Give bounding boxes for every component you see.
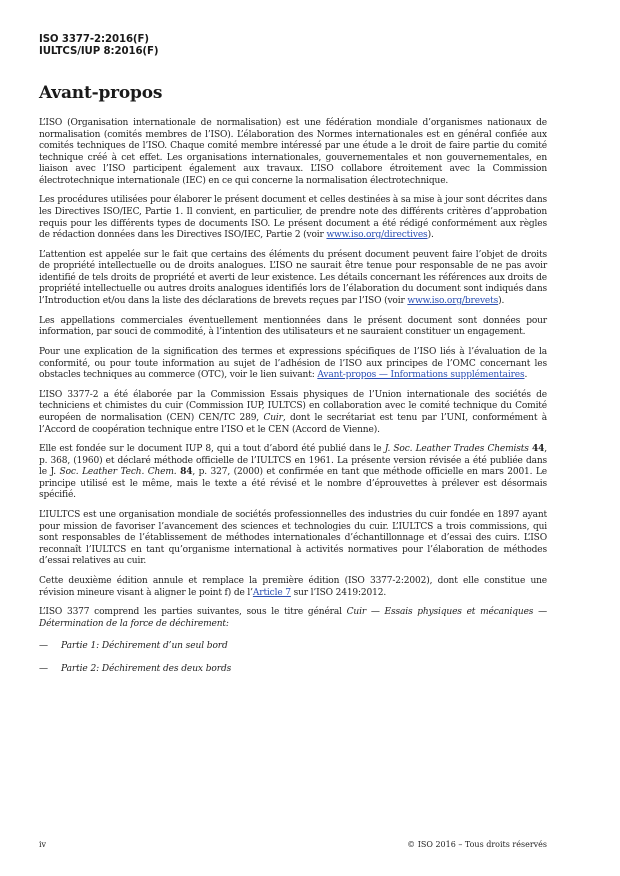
paragraph-prepared-by: L’ISO 3377-2 a été élaborée par la Commission Essais physiques de l’Union internationale des sociétés de techniciens et chimistes du cuir (Commission IUP, IULTCS) en collaboration avec le comité technique du Comité européen de normalisation (CEN) CEN/TC 289, Cuir, dont le secrétariat est tenu par l’UNI, conformément à l’Accord de coopération technique entre l’ISO et le CEN (Accord de Vienne).	[39, 389, 547, 435]
doc-id-iultcs: IULTCS/IUP 8:2016(F)	[39, 46, 159, 57]
document-id	[39, 34, 547, 58]
paragraph-iultcs: L’IULTCS est une organisation mondiale de sociétés professionnelles des industries du cuir fondée en 1897 ayant pour mission de favoriser l’avancement des sciences et technologies du cuir. L’IULTCS a trois commissions, qui sont responsables de l’établissement de méthodes internationales d’échantillonnage et d’essai des cuirs. L’ISO reconnaît l’IULTCS en tant qu’organisme international à activités normatives pour l’élaboration de méthodes d’essai relatives au cuir.	[39, 510, 547, 567]
paragraph-edition: Cette deuxième édition annule et remplace la première édition (ISO 3377-2:2002), dont elle constitue une révision mineure visant à aligner le point f) de l’Article 7 sur l’ISO 2419:2012.	[39, 576, 547, 598]
paragraph-procedures: Les procédures utilisées pour élaborer le présent document et celles destinées à sa mise à jour sont décrites dans les Directives ISO/IEC, Partie 1. Il convient, en particulier, de prendre note des différents critères d’approbation requis pour les différents types de documents ISO. Le présent document a été rédigé conformément aux règles de rédaction données dans les Directives ISO/IEC, Partie 2 (voir www.iso.org/directives).	[39, 195, 547, 241]
paragraph-patent-rights: L’attention est appelée sur le fait que certains des éléments du présent document peuvent faire l’objet de droits de propriété intellectuelle ou de droits analogues. L’ISO ne saurait être tenue pour responsable de ne pas avoir identifié de tels droits de propriété et averti de leur existence. Les détails concernant les références aux droits de propriété intellectuelle ou autres droits analogues identifiés lors de l’élaboration du document sont indiqués dans l’Introduction et/ou dans la liste des déclarations de brevets reçues par l’ISO (voir www.iso.org/brevets).	[39, 249, 547, 307]
list-item: — Partie 2: Déchirement des deux bords	[39, 664, 232, 675]
directives-link[interactable]: www.iso.org/directives	[326, 230, 428, 241]
paragraph-history: Elle est fondée sur le document IUP 8, qui a tout d’abord été publié dans le J. Soc. Leather Trades Chemists 44, p. 368, (1960) et déclaré méthode officielle de l’IULTCS en 1961. La présente version révisée a été publiée dans le J. Soc. Leather Tech. Chem. 84, p. 327, (2000) et confirmée en tant que méthode officielle en mars 2001. Le principe utilisé est le même, mais le texte a été révisé et le nombre d’éprouvettes à prélever est désormais spécifié.	[39, 444, 547, 501]
article-7-link[interactable]: Article 7	[252, 587, 291, 598]
paragraph-parts: L’ISO 3377 comprend les parties suivantes, sous le titre général Cuir — Essais physiques et mécaniques — Détermination de la force de déchirement:	[39, 607, 548, 629]
page-title: Avant-propos	[39, 83, 163, 103]
copyright-notice: © ISO 2016 – Tous droits réservés	[407, 840, 547, 849]
doc-id-iso: ISO 3377-2:2016(F)	[39, 34, 149, 45]
foreword-info-link[interactable]: Avant-propos — Informations supplémentaires	[317, 370, 525, 381]
paragraph-conformity: Pour une explication de la signification des termes et expressions spécifiques de l’ISO liés à l’évaluation de la conformité, ou pour toute information au sujet de l’adhésion de l’ISO aux principes de l’OMC concernant les obstacles techniques au commerce (OTC), voir le lien suivant: Avant-propos — Informations supplémentaires.	[39, 347, 547, 381]
paragraph-iso-intro: L’ISO (Organisation internationale de normalisation) est une fédération mondiale d’organismes nationaux de normalisation (comités membres de l’ISO). L’élaboration des Normes internationales est en général confiée aux comités techniques de l’ISO. Chaque comité membre intéressé par une étude a le droit de faire partie du comité technique créé à cet effet. Les organisations internationales, gouvernementales et non gouvernementales, en liaison avec l’ISO participent également aux travaux. L’ISO collabore étroitement avec la Commission électrotechnique internationale (IEC) en ce qui concerne la normalisation électrotechnique.	[39, 118, 547, 186]
patents-link[interactable]: www.iso.org/brevets	[407, 296, 499, 307]
document-page	[39, 34, 547, 676]
list-item: — Partie 1: Déchirement d’un seul bord	[39, 641, 228, 652]
page-number: iv	[39, 840, 47, 849]
paragraph-trade-names: Les appellations commerciales éventuellement mentionnées dans le présent document sont données pour information, par souci de commodité, à l’intention des utilisateurs et ne sauraient constituer un engagement.	[39, 315, 547, 338]
